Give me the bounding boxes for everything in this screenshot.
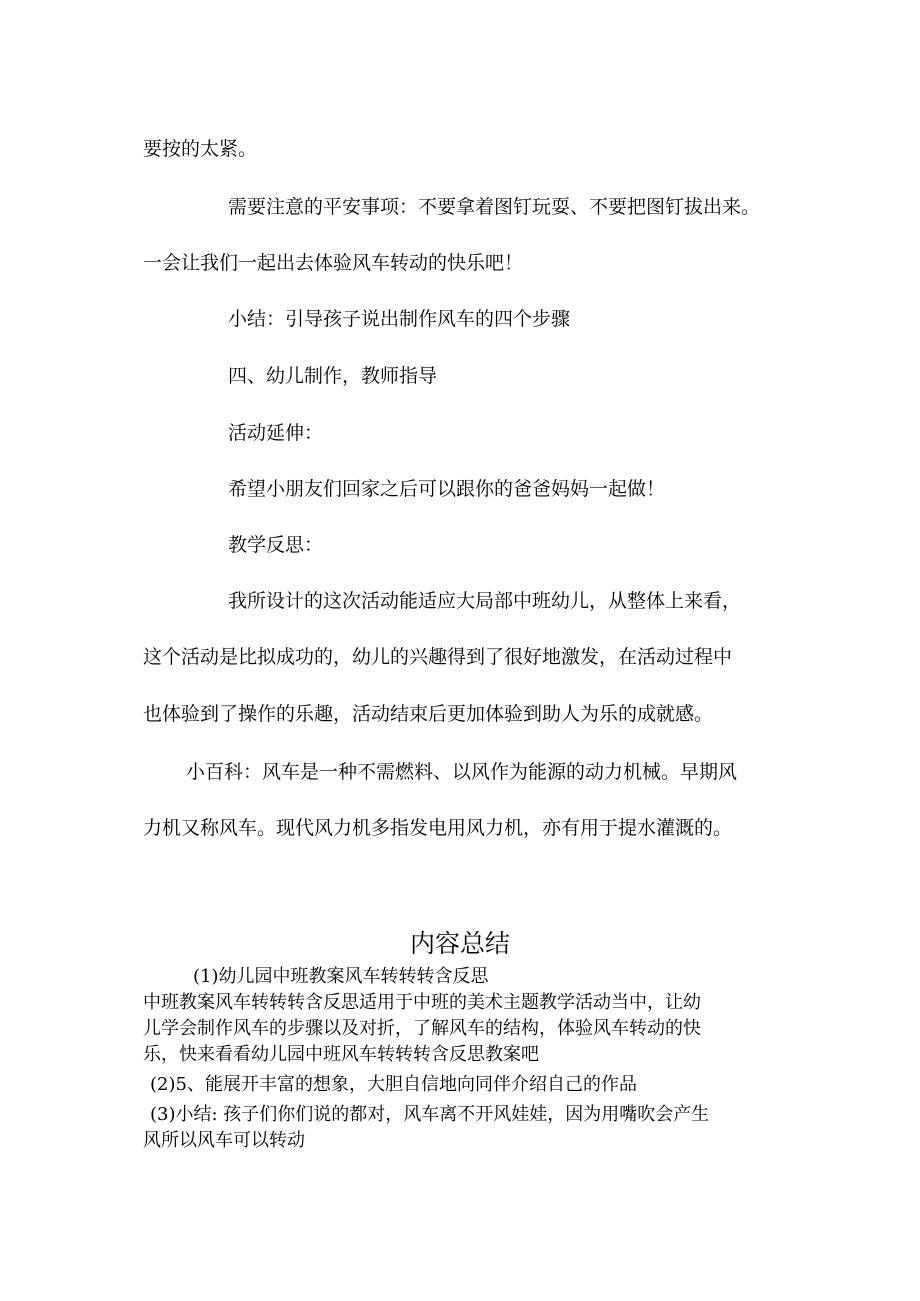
section-heading: 教学反思： — [228, 534, 324, 556]
summary-line: (3)小结: 孩子们你们说的都对，风车离不开风娃娃，因为用嘴吹会产生 — [150, 1104, 710, 1125]
body-line: 一会让我们一起出去体验风车转动的快乐吧！ — [143, 252, 524, 274]
body-line: 力机又称风车。现代风力机多指发电用风力机，亦有用于提水灌溉的。 — [143, 817, 733, 839]
body-line: 需要注意的平安事项：不要拿着图钉玩耍、不要把图钉拔出来。 — [228, 196, 761, 218]
summary-line: 中班教案风车转转转含反思适用于中班的美术主题教学活动当中，让幼 — [143, 992, 701, 1013]
summary-line: (2)5、能展开丰富的想象，大胆自信地向同伴介绍自己的作品 — [150, 1074, 637, 1095]
summary-line: 儿学会制作风车的步骤以及对折，了解风车的结构，体验风车转动的快 — [143, 1018, 701, 1039]
body-line: 我所设计的这次活动能适应大局部中班幼儿，从整体上来看， — [228, 590, 742, 612]
summary-line: (1)幼儿园中班教案风车转转转含反思 — [193, 966, 489, 987]
body-line: 要按的太紧。 — [143, 138, 258, 160]
summary-title: 内容总结 — [409, 929, 510, 958]
summary-line: 风所以风车可以转动 — [143, 1130, 305, 1151]
section-heading: 四、幼儿制作，教师指导 — [228, 365, 438, 387]
body-line: 也体验到了操作的乐趣，活动结束后更加体验到助人为乐的成就感。 — [143, 703, 714, 725]
section-heading: 活动延伸： — [228, 422, 324, 444]
body-line: 小结：引导孩子说出制作风车的四个步骤 — [228, 308, 571, 330]
body-line: 希望小朋友们回家之后可以跟你的爸爸妈妈一起做！ — [228, 478, 666, 500]
summary-line: 乐，快来看看幼儿园中班风车转转转含反思教案吧 — [143, 1044, 539, 1065]
body-line: 这个活动是比拟成功的，幼儿的兴趣得到了很好地激发，在活动过程中 — [143, 646, 733, 668]
body-line: 小百科：风车是一种不需燃料、以风作为能源的动力机械。早期风 — [186, 761, 738, 783]
